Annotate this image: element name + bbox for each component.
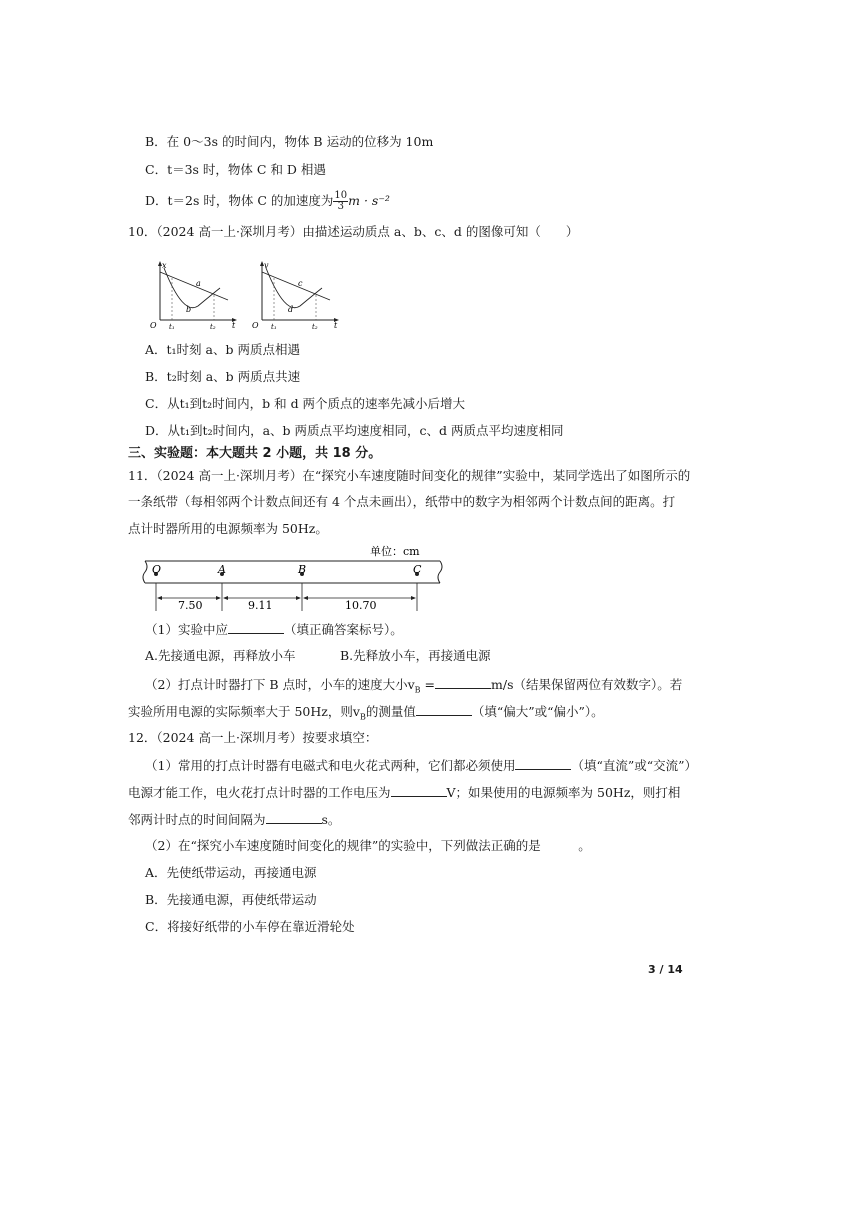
- q9-option-d: [145, 191, 390, 212]
- graph2-curve-c: c: [298, 279, 303, 288]
- q9-option-d-text: D．t＝2s 时，物体 C 的加速度为: [145, 193, 334, 208]
- q11-stem-line3: 点计时器所用的电源频率为 50Hz。: [128, 521, 328, 536]
- graph1-curve-a: a: [196, 279, 201, 288]
- q12-voltage-blank[interactable]: [391, 784, 447, 797]
- tape-point-o: O: [152, 563, 162, 576]
- q11-sub1-option-b: B.先释放小车，再接通电源: [340, 648, 491, 663]
- q11-sub1-end: （填正确答案标号）。: [283, 622, 403, 637]
- q10-option-b: B．t₂时刻 a、b 两质点共速: [145, 369, 301, 384]
- tape-point-a: A: [218, 563, 226, 576]
- q11-sub1-text: （1）实验中应: [145, 622, 228, 637]
- q11-sub2-text-b: m/s（结果保留两位有效数字）。若: [491, 677, 683, 692]
- q11-sub2-line2-c: （填“偏大”或“偏小”）。: [471, 704, 604, 719]
- q12-sub1-line1: [145, 757, 697, 774]
- q10-stem: 10．（2024 高一上·深圳月考）由描述运动质点 a、b、c、d 的图像可知（ ）: [128, 224, 579, 239]
- graph1-curve-b: b: [186, 305, 192, 314]
- q10-option-c: C．从t₁到t₂时间内，b 和 d 两个质点的速率先减小后增大: [145, 396, 466, 411]
- q12-sub1-line3-b: s。: [321, 812, 341, 827]
- q12-sub1-line3-a: 邻两计时点的时间间隔为: [128, 812, 266, 827]
- q11-sub1-blank[interactable]: [228, 621, 284, 634]
- graph1-t-label: t: [232, 321, 236, 330]
- tape-point-c: C: [413, 563, 422, 576]
- q11-sub1: [145, 621, 403, 638]
- q12-interval-blank[interactable]: [266, 811, 322, 824]
- q11-sub2-line2-a: 实验所用电源的实际频率大于 50Hz，则v: [128, 704, 360, 719]
- graph1-t2: t₂: [210, 323, 216, 331]
- tape-distance-bc: 10.70: [345, 599, 377, 612]
- graph2-t-label: t: [334, 321, 338, 330]
- q10-graph-x-t: [148, 258, 240, 332]
- q11-paper-tape: [140, 543, 445, 615]
- q12-sub1-text-b: （填“直流”或“交流”）: [571, 758, 698, 773]
- q12-current-type-blank[interactable]: [515, 757, 571, 770]
- q10-option-a: A．t₁时刻 a、b 两质点相遇: [145, 342, 300, 357]
- q12-option-c: C．将接好纸带的小车停在靠近滑轮处: [145, 919, 355, 934]
- graph1-y-label: x: [162, 261, 167, 270]
- graph2-y-label: v: [264, 261, 269, 270]
- q11-stem-line1: 11．（2024 高一上·深圳月考）在“探究小车速度随时间变化的规律”实验中，某同学选出了如图所示的: [128, 468, 691, 483]
- section-heading-experiment: 三、实验题：本大题共 2 小题，共 18 分。: [128, 446, 382, 461]
- q11-sub1-option-a: A.先接通电源，再释放小车: [145, 648, 296, 663]
- q9-option-b: B．在 0～3s 的时间内，物体 B 运动的位移为 10m: [145, 134, 434, 149]
- q12-sub1-text-a: （1）常用的打点计时器有电磁式和电火花式两种，它们都必须使用: [145, 758, 516, 773]
- q11-sub2-line2-b: 的测量值: [365, 704, 416, 719]
- q12-option-b: B．先接通电源，再使纸带运动: [145, 892, 317, 907]
- q11-sub2-line2: 实验所用电源的实际频率大于 50Hz，则$v_B$的测量值 （填“偏大”或“偏小”）。: [128, 704, 604, 722]
- q12-sub1-line2-b: V；如果使用的电源频率为 50Hz，则打相: [446, 785, 681, 800]
- q9-option-c: C．t＝3s 时，物体 C 和 D 相遇: [145, 162, 326, 177]
- graph2-origin: O: [252, 321, 259, 330]
- q11-bias-blank[interactable]: [416, 703, 472, 716]
- q11-sub2-text: （2）打点计时器打下 B 点时，小车的速度大小v: [145, 677, 415, 692]
- q10-graph-v-t: [250, 258, 342, 332]
- q12-sub1-line2-a: 电源才能工作，电火花打点计时器的工作电压为: [128, 785, 391, 800]
- tape-point-b: B: [298, 563, 307, 576]
- q9-fraction-numerator: 10: [334, 190, 348, 201]
- graph1-t1: t₁: [169, 323, 175, 331]
- graph2-t1: t₁: [271, 323, 277, 331]
- q12-sub1-line2: [128, 784, 680, 801]
- q12-stem: 12．（2024 高一上·深圳月考）按要求填空：: [128, 730, 378, 745]
- q9-fraction: [333, 191, 348, 212]
- graph1-origin: O: [150, 321, 157, 330]
- q10-option-d: D．从t₁到t₂时间内，a、b 两质点平均速度相同，c、d 两质点平均速度相同: [145, 423, 564, 438]
- tape-distance-ab: 9.11: [248, 599, 273, 612]
- q12-sub1-line3: [128, 811, 340, 828]
- tape-unit-label: 单位：cm: [370, 545, 420, 558]
- q12-option-a: A．先使纸带运动，再接通电源: [145, 865, 317, 880]
- tape-distance-oa: 7.50: [178, 599, 203, 612]
- q9-fraction-denominator: 3: [337, 201, 344, 212]
- q11-velocity-blank[interactable]: [435, 676, 491, 689]
- q12-sub2: （2）在“探究小车速度随时间变化的规律”的实验中，下列做法正确的是 。: [145, 838, 591, 853]
- graph2-t2: t₂: [312, 323, 318, 331]
- q11-sub2: （2）打点计时器打下 B 点时，小车的速度大小$v_B = m/s$（结果保留两位有效数字）。若: [145, 677, 683, 695]
- q11-stem-line2: 一条纸带（每相邻两个计数点间还有 4 个点未画出），纸带中的数字为相邻两个计数点间的距离。打: [128, 494, 676, 509]
- q9-unit: m · s⁻²: [348, 193, 390, 208]
- page-number: 3 / 14: [648, 963, 683, 976]
- graph2-curve-d: d: [288, 305, 294, 314]
